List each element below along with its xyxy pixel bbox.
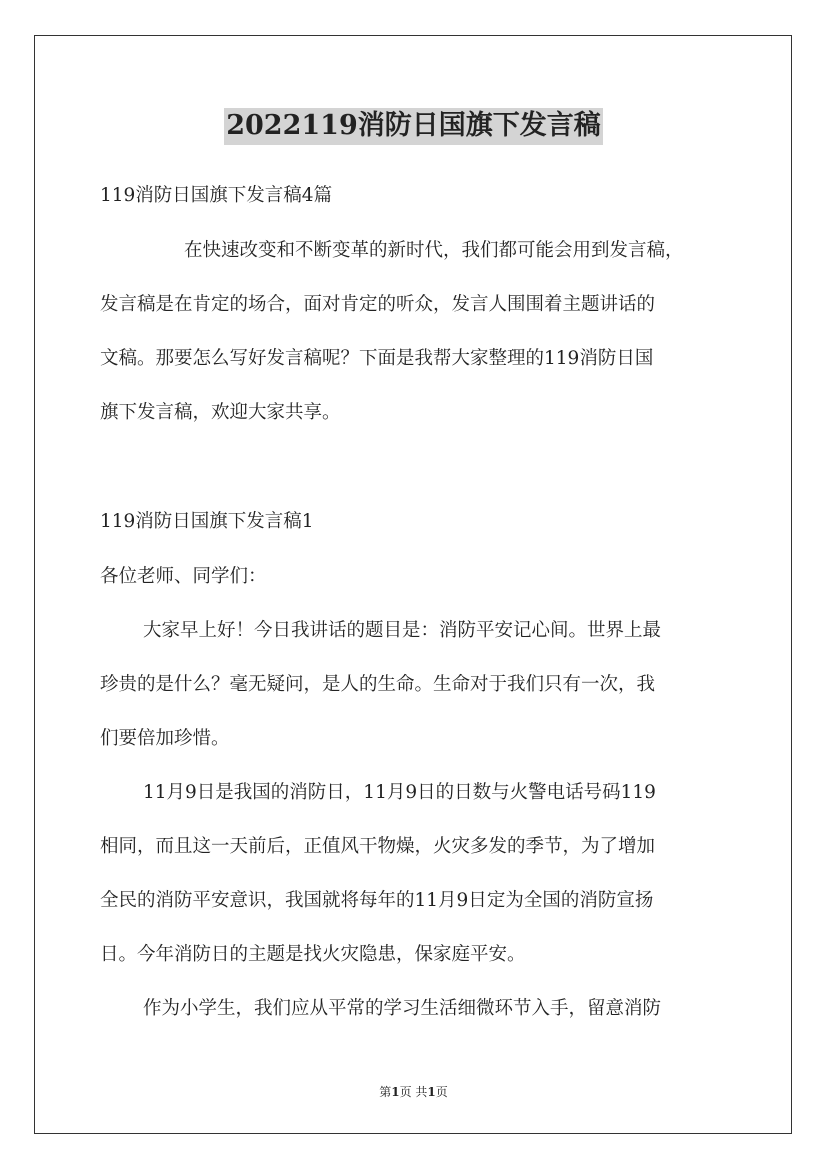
body-line: 相同，而且这一天前后，正值风干物燥，火灾多发的季节，为了增加 [100, 836, 656, 857]
body-line: 全民的消防平安意识，我国就将每年的11月9日定为全国的消防宣扬 [100, 890, 654, 911]
intro-line: 发言稿是在肯定的场合，面对肯定的听众，发言人围围着主题讲话的 [100, 294, 656, 315]
body-line: 们要倍加珍惜。 [100, 728, 230, 749]
page-footer [0, 1083, 827, 1100]
greeting: 各位老师、同学们： [100, 566, 267, 587]
body-line: 大家早上好！今日我讲话的题目是：消防平安记心间。世界上最 [143, 620, 662, 641]
footer-page-number: 1 [391, 1085, 400, 1099]
body-line: 作为小学生，我们应从平常的学习生活细微环节入手，留意消防 [143, 998, 662, 1019]
body-line: 珍贵的是什么？毫无疑问，是人的生命。生命对于我们只有一次，我 [100, 674, 656, 695]
subtitle: 119消防日国旗下发言稿4篇 [100, 185, 333, 206]
body-line: 11月9日是我国的消防日，11月9日的日数与火警电话号码119 [143, 782, 656, 803]
body-line: 日。今年消防日的主题是找火灾隐患，保家庭平安。 [100, 944, 526, 965]
intro-line: 文稿。那要怎么写好发言稿呢？下面是我帮大家整理的119消防日国 [100, 348, 654, 369]
intro-line: 旗下发言稿，欢迎大家共享。 [100, 402, 341, 423]
intro-line: 在快速改变和不断变革的新时代，我们都可能会用到发言稿， [184, 240, 684, 261]
document-title: 2022119消防日国旗下发言稿 [224, 108, 603, 145]
document-title-wrap [0, 103, 827, 142]
footer-prefix: 第 [379, 1085, 392, 1099]
footer-page-total: 1 [427, 1085, 436, 1099]
footer-mid: 页 共 [399, 1085, 428, 1099]
footer-suffix: 页 [435, 1085, 448, 1099]
section-title: 119消防日国旗下发言稿1 [100, 511, 314, 532]
